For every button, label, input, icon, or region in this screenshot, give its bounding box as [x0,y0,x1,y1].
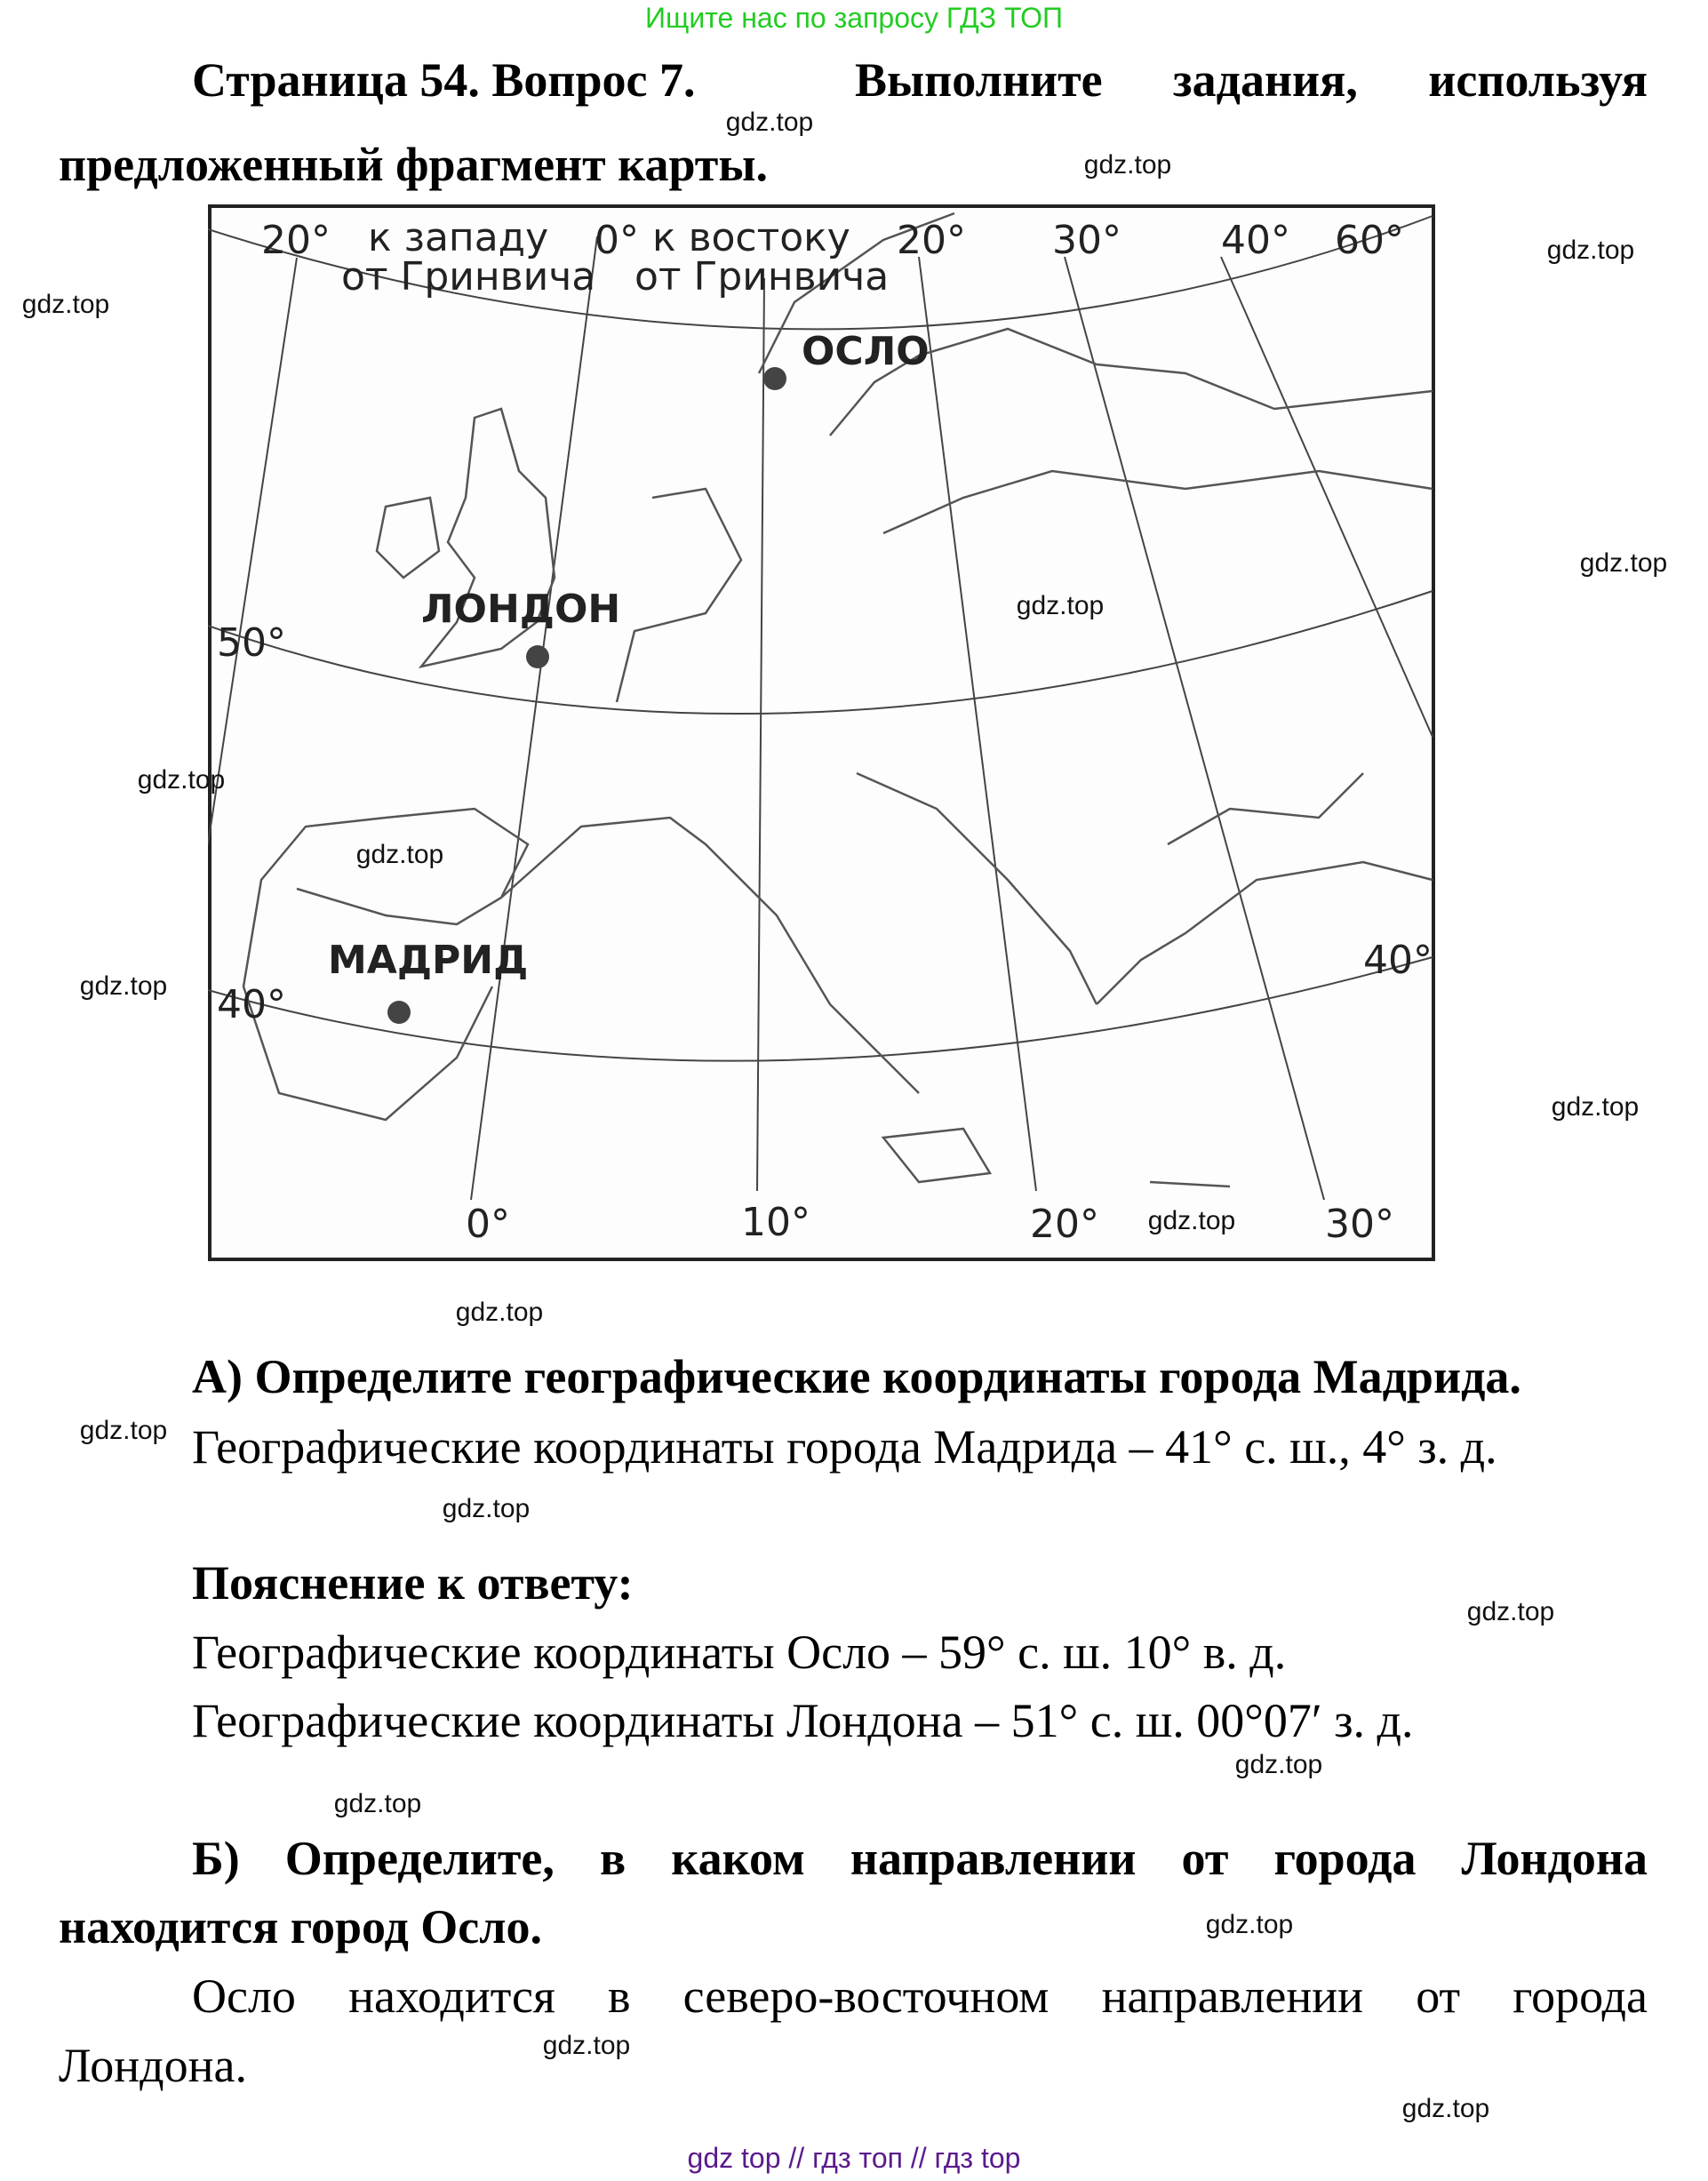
task-b-answer-2: Лондона. [59,2039,248,2092]
watermark-text: gdz.top [333,1789,422,1818]
label-40e: 40° [1221,218,1290,263]
watermark-text: gdz.top [1401,2094,1490,2123]
watermark-text: gdz.top [355,840,444,869]
label-bottom-0: 0° [466,1202,510,1247]
task-b-question-1: Б) Определите, в каком направлении от города Лондона [192,1832,1648,1885]
watermark-text: gdz.top [1147,1206,1236,1235]
label-40n-left: 40° [217,982,286,1027]
title-question-number: Страница 54. Вопрос 7. [192,53,696,107]
watermark-text: gdz.top [442,1494,531,1523]
label-30e: 30° [1052,218,1121,263]
label-bottom-10: 10° [741,1200,810,1245]
label-40n-right: 40° [1363,938,1433,983]
footer-links[interactable]: gdz top // гдз топ // гдз top [687,2142,1021,2174]
watermark-text: gdz.top [1546,236,1635,265]
watermark-text: gdz.top [1579,548,1668,578]
city-dot-london [526,645,549,668]
watermark-text: gdz.top [137,765,226,795]
label-west-of-greenwich-1: к западу [368,215,549,260]
city-label-madrid: МАДРИД [328,938,529,983]
explanation-london: Географические координаты Лондона – 51° с. ш. 00°07′ з. д. [192,1694,1414,1747]
explanation-oslo: Географические координаты Осло – 59° с. ш. 10° в. д. [192,1626,1287,1679]
label-60n: 60° [1335,218,1404,263]
task-a-answer: Географические координаты города Мадрида – 41° с. ш., 4° з. д. [192,1420,1497,1474]
watermark-text: gdz.top [1466,1597,1555,1626]
city-label-london: ЛОНДОН [421,587,621,632]
label-0: 0° [595,218,639,263]
task-a-question: А) Определите географические координаты города Мадрида. [192,1350,1521,1403]
europe-map [208,204,1435,1261]
label-bottom-20: 20° [1030,1202,1099,1247]
label-bottom-30: 30° [1325,1202,1394,1247]
watermark-text: gdz.top [79,1416,168,1445]
watermark-text: gdz.top [1016,591,1105,620]
title-task: Выполните задания, используя [855,53,1648,107]
watermark-text: gdz.top [725,108,814,137]
watermark-text: gdz.top [542,2031,631,2060]
watermark-text: gdz.top [1234,1750,1323,1779]
watermark-text: gdz.top [1083,150,1172,180]
title-line2: предложенный фрагмент карты. [59,138,768,191]
city-dot-madrid [387,1001,411,1024]
watermark-text: gdz.top [455,1298,544,1327]
watermark-text: gdz.top [1205,1910,1294,1939]
label-east-of-greenwich-2: от Гринвича [635,254,890,300]
task-b-answer-1: Осло находится в северо-восточном направлении от города [192,1969,1648,2023]
city-dot-oslo [763,367,786,390]
explanation-heading: Пояснение к ответу: [192,1556,634,1610]
watermark-text: gdz.top [21,290,110,319]
watermark-text: gdz.top [79,971,168,1001]
label-west-of-greenwich-2: от Гринвича [341,254,596,300]
label-east-of-greenwich-1: к востоку [652,215,850,260]
search-banner[interactable]: Ищите нас по запросу ГДЗ ТОП [645,2,1063,34]
watermark-text: gdz.top [1551,1092,1640,1122]
label-50n: 50° [217,620,286,666]
city-label-oslo: ОСЛО [802,329,930,374]
task-b-question-2: находится город Осло. [59,1900,543,1953]
label-20w: 20° [261,218,331,263]
label-20e: 20° [897,218,966,263]
